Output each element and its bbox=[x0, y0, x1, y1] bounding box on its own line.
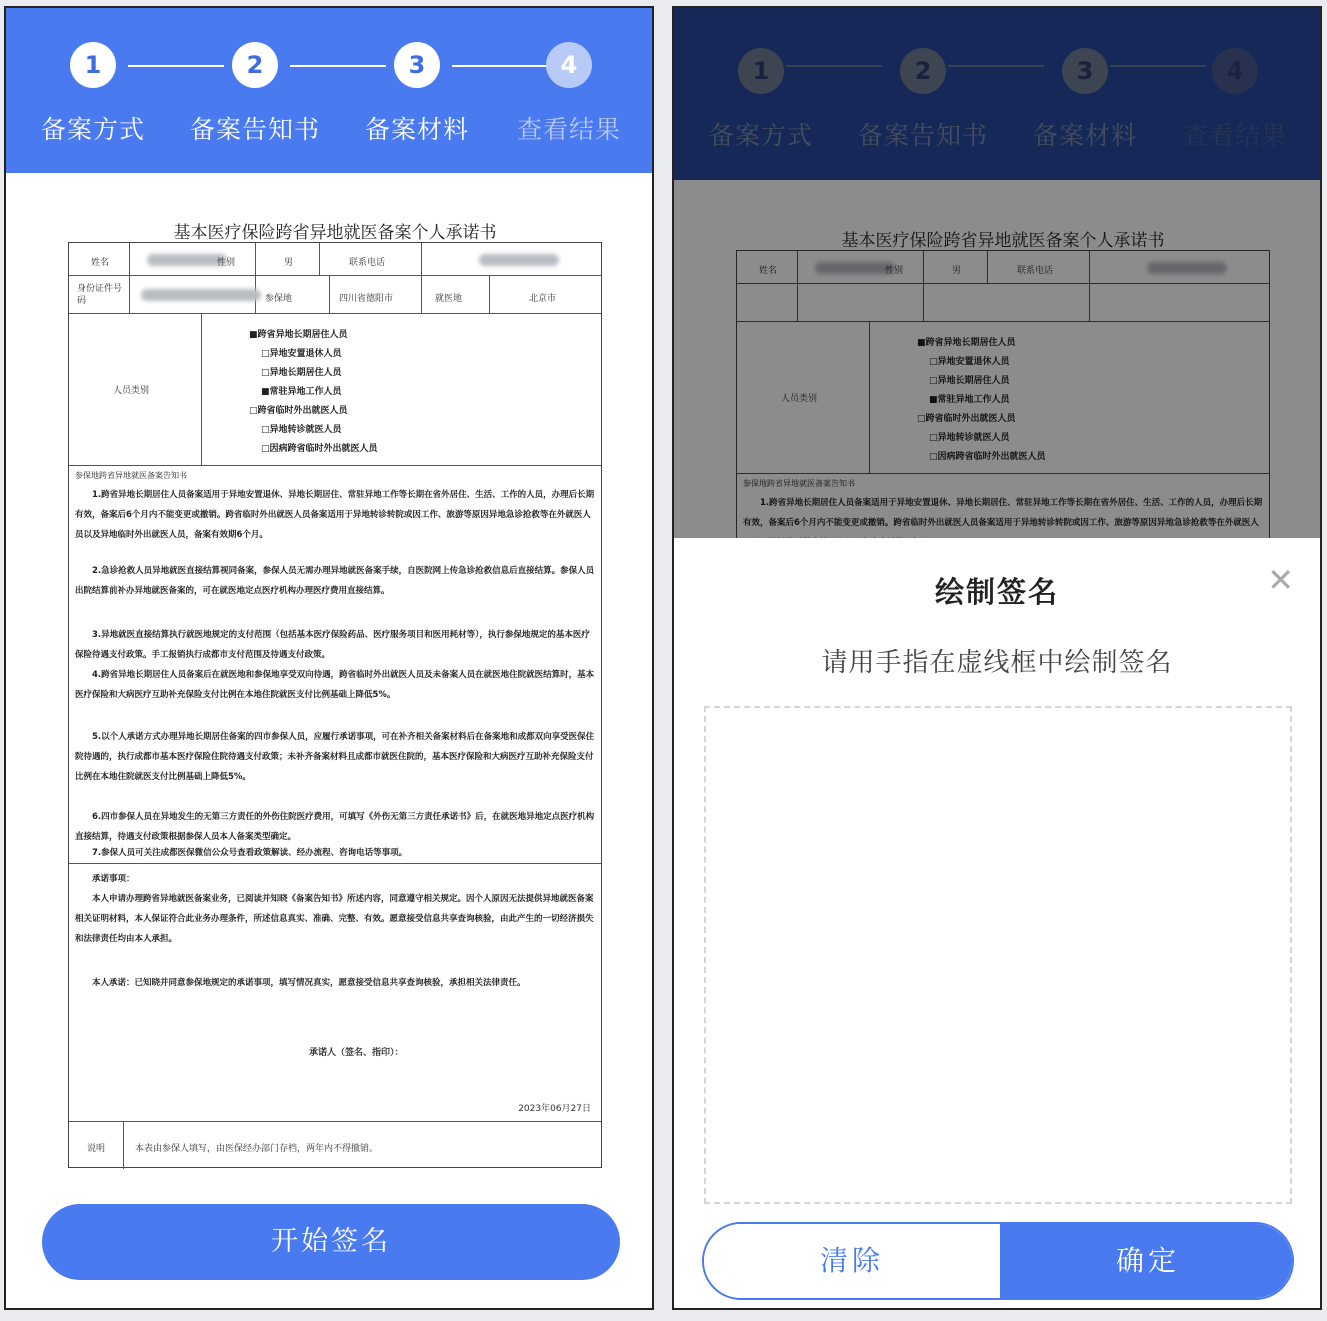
step-2[interactable] bbox=[180, 42, 330, 146]
commit-text: 本人申请办理跨省异地就医备案业务，已阅读并知晓《备案告知书》所述内容，同意遵守相关规定。因个人原因无法提供异地就医备案相关证明材料，本人保证符合此业务办理条件，所述信息真实、准确、完整、有效。愿意接受信息共享查询核验，由此产生的一切经济损失和法律责任均由本人承担。 bbox=[75, 894, 594, 944]
field-label: 联系电话 bbox=[349, 258, 386, 268]
note-text: 本表由参保人填写，由医保经办部门存档，两年内不得撤销。 bbox=[135, 1144, 379, 1154]
table-rule bbox=[489, 275, 490, 313]
note-label: 说明 bbox=[87, 1144, 106, 1154]
modal-backdrop[interactable] bbox=[674, 8, 1320, 538]
modal-actions bbox=[702, 1222, 1294, 1300]
notice-item: 7.参保人员可关注成都医保微信公众号查看政策解读、经办流程、咨询电话等事项。 bbox=[92, 848, 408, 858]
table-rule bbox=[69, 275, 601, 276]
category-option: ■常驻异地工作人员 bbox=[929, 395, 1010, 405]
step-number: 2 bbox=[232, 42, 278, 88]
right-screen bbox=[672, 6, 1322, 1310]
clear-button[interactable]: 清除 bbox=[704, 1224, 1000, 1298]
redacted-phone bbox=[479, 254, 559, 266]
table-rule bbox=[329, 275, 330, 313]
table-rule bbox=[69, 1121, 601, 1122]
category-option: □异地长期居住人员 bbox=[929, 376, 1010, 386]
category-option: ■跨省异地长期居住人员 bbox=[249, 330, 348, 340]
step-label: 备案材料 bbox=[364, 115, 469, 144]
step-label: 备案方式 bbox=[40, 115, 145, 144]
field-value: 四川省德阳市 bbox=[339, 294, 394, 304]
table-rule bbox=[201, 313, 202, 465]
step-number: 1 bbox=[738, 48, 784, 94]
start-signing-button[interactable]: 开始签名 bbox=[42, 1204, 620, 1280]
redacted-id bbox=[141, 289, 261, 301]
step-4 bbox=[494, 42, 644, 146]
notice-heading: 参保地跨省异地就医备案告知书 bbox=[743, 479, 855, 488]
notice-item: 2.急诊抢救人员异地就医直接结算视同备案，参保人员无需办理异地就医备案手续，自医院网上传急诊抢救信息后直接结算。参保人员出院结算前补办异地就医备案的，可在就医地定点医疗机构办理医疗费用直接结算。 bbox=[75, 566, 595, 596]
category-option: □因病跨省临时外出就医人员 bbox=[929, 452, 1046, 462]
signer-label: 承诺人（签名、指印）： bbox=[309, 1048, 404, 1058]
table-rule bbox=[319, 243, 320, 275]
table-rule bbox=[255, 243, 256, 313]
table-rule bbox=[123, 1121, 124, 1169]
table-rule bbox=[69, 863, 601, 864]
category-option: ■跨省异地长期居住人员 bbox=[917, 338, 1016, 348]
commit-heading: 承诺事项： bbox=[92, 874, 135, 884]
field-label: 人员类别 bbox=[113, 386, 150, 396]
document-title: 基本医疗保险跨省异地就医备案个人承诺书 bbox=[841, 231, 1165, 251]
field-value: 男 bbox=[952, 266, 962, 276]
field-label: 人员类别 bbox=[781, 394, 818, 404]
notice-heading: 参保地跨省异地就医备案告知书 bbox=[75, 471, 187, 480]
step-number: 4 bbox=[546, 42, 592, 88]
promise-text: 本人承诺：已知晓并同意参保地规定的承诺事项，填写情况真实，愿意接受信息共享查询核验，承担相关法律责任。 bbox=[92, 978, 526, 988]
document-date: 2023年06月27日 bbox=[518, 1104, 591, 1114]
step-number: 1 bbox=[70, 42, 116, 88]
notice-item: 3.异地就医直接结算执行就医地规定的支付范围（包括基本医疗保险药品、医疗服务项目和医用耗材等），执行参保地规定的基本医疗保险待遇支付政策。手工报销执行成都市支付范围及待遇支付政策。 bbox=[75, 630, 590, 660]
step-label: 备案告知书 bbox=[857, 121, 988, 150]
step-number: 3 bbox=[394, 42, 440, 88]
signature-modal bbox=[674, 538, 1320, 1310]
step-header bbox=[6, 8, 652, 173]
document-table bbox=[68, 242, 602, 1168]
left-screen bbox=[4, 6, 654, 1310]
close-icon[interactable]: ✕ bbox=[1267, 561, 1294, 599]
step-1[interactable] bbox=[18, 42, 168, 146]
notice-item: 4.跨省异地长期居住人员备案后在就医地和参保地享受双向待遇，跨省临时外出就医人员及未备案人员在就医地住院就医结算时，基本医疗保险和大病医疗互助补充保险支付比例在本地住院就医支付比例基础上降低5%。 bbox=[75, 670, 595, 700]
table-rule bbox=[69, 313, 601, 314]
category-option: □异地转诊就医人员 bbox=[261, 425, 342, 435]
field-value: 北京市 bbox=[529, 294, 557, 304]
step-label: 备案材料 bbox=[1032, 121, 1137, 150]
field-label: 性别 bbox=[885, 266, 904, 276]
commitment-document bbox=[68, 218, 602, 1168]
notice-item: 6.四市参保人员在异地发生的无第三方责任的外伤住院医疗费用，可填写《外伤无第三方责任承诺书》后，在就医地异地定点医疗机构直接结算，待遇支付政策根据参保人员本人备案类型确定。 bbox=[75, 812, 595, 842]
document-title: 基本医疗保险跨省异地就医备案个人承诺书 bbox=[173, 223, 497, 243]
redacted-name bbox=[147, 254, 227, 266]
background-page bbox=[674, 8, 1320, 538]
notice-item: 1.跨省异地长期居住人员备案适用于异地安置退休、异地长期居住、常驻异地工作等长期在省外居住、生活、工作的人员，办理后长期有效，备案后6个月内不能变更或撤销。跨省临时外出就医人员备案适用于异地转诊转院或因工作、旅游等原因异地急诊抢救等在外就医人员以及异地临时外出就医人员，备案有效期6个月。 bbox=[75, 490, 595, 540]
notice-item: 1.跨省异地长期居住人员备案适用于异地安置退休、异地长期居住、常驻异地工作等长期在省外居住、生活、工作的人员，办理后长期有效，备案后6个月内不能变更或撤销。跨省临时外出就医人员备案适用于异地转诊转院或因工作、旅游等原因异地急诊抢救等在外就医人 bbox=[743, 498, 1263, 528]
table-rule bbox=[421, 243, 422, 313]
category-option: □异地安置退休人员 bbox=[261, 349, 342, 359]
field-label: 性别 bbox=[217, 258, 236, 268]
field-value: 男 bbox=[284, 258, 294, 268]
category-option: ■常驻异地工作人员 bbox=[261, 387, 342, 397]
category-option: □异地安置退休人员 bbox=[929, 357, 1010, 367]
field-label: 姓名 bbox=[759, 266, 778, 276]
step-label: 备案告知书 bbox=[189, 115, 320, 144]
modal-title: 绘制签名 bbox=[934, 575, 1059, 609]
step-number: 2 bbox=[900, 48, 946, 94]
step-label: 查看结果 bbox=[1182, 121, 1287, 150]
category-option: □异地长期居住人员 bbox=[261, 368, 342, 378]
category-option: □因病跨省临时外出就医人员 bbox=[261, 444, 378, 454]
category-option: □跨省临时外出就医人员 bbox=[917, 414, 1016, 424]
field-label: 参保地 bbox=[265, 294, 293, 304]
signature-pad[interactable] bbox=[704, 706, 1292, 1204]
step-label: 查看结果 bbox=[516, 115, 621, 144]
step-number: 3 bbox=[1062, 48, 1108, 94]
field-label: 就医地 bbox=[435, 294, 463, 304]
notice-item: 5.以个人承诺方式办理异地长期居住备案的四市参保人员，应履行承诺事项，可在补齐相关备案材料后在备案地和成都双向享受医保住院待遇的，执行成都市基本医疗保险住院待遇支付政策；未补齐备案材料且成都市就医住院的，基本医疗保险和大病医疗互助补充保险支付比例在本地住院就医支付比例基础上降低5%。 bbox=[75, 732, 595, 782]
step-3[interactable] bbox=[342, 42, 492, 146]
step-label: 备案方式 bbox=[708, 121, 813, 150]
field-label: 联系电话 bbox=[1017, 266, 1054, 276]
category-option: □异地转诊就医人员 bbox=[929, 433, 1010, 443]
confirm-button[interactable]: 确定 bbox=[1000, 1224, 1294, 1298]
table-rule bbox=[69, 465, 601, 466]
modal-instructions: 请用手指在虚线框中绘制签名 bbox=[821, 648, 1173, 678]
field-label: 姓名 bbox=[91, 258, 110, 268]
field-label: 身份证件号码 bbox=[77, 284, 123, 306]
category-option: □跨省临时外出就医人员 bbox=[249, 406, 348, 416]
step-number: 4 bbox=[1212, 48, 1258, 94]
table-rule bbox=[129, 243, 130, 313]
